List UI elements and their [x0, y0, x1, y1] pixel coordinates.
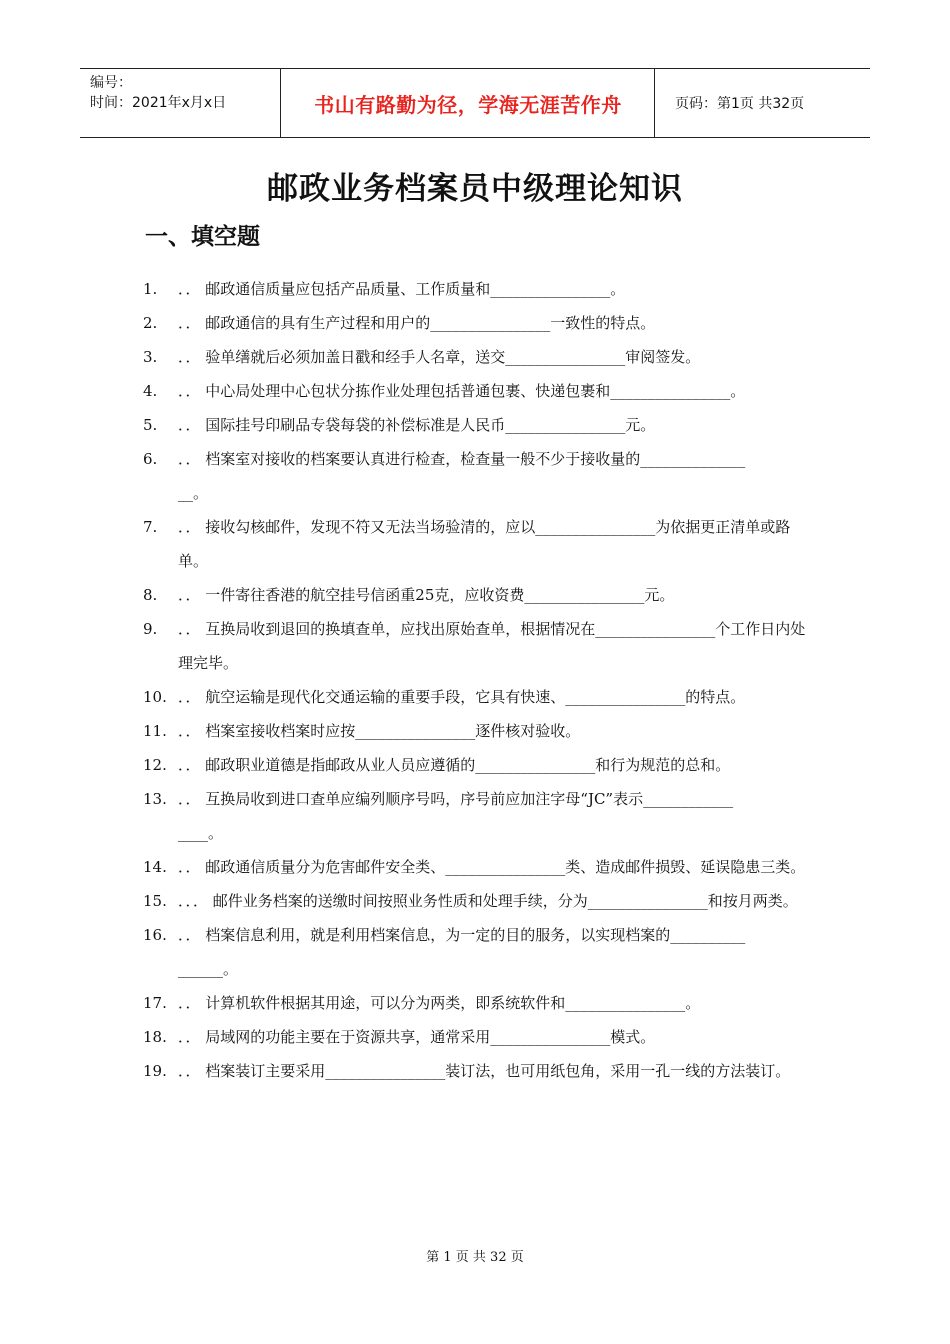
question-number: 15. [143, 892, 167, 910]
header-page-label [665, 69, 870, 137]
question-text: ．． 接收勾核邮件，发现不符又无法当场验清的，应以________________为依据更正清单或路单。 [178, 518, 791, 570]
question-text: ．． 邮政通信的具有生产过程和用户的________________一致性的特点。 [178, 314, 656, 332]
page-label: 页码：第1页 共32页 [675, 96, 805, 112]
question-item [143, 374, 808, 408]
question-text: ．． 邮政职业道德是指邮政从业人员应遵循的________________和行为规范的总和。 [178, 756, 731, 774]
question-item [143, 714, 808, 748]
question-item [143, 340, 808, 374]
header-divider [280, 69, 281, 137]
question-item [143, 918, 808, 986]
question-number: 13. [143, 790, 167, 808]
question-number: 1. [143, 280, 158, 298]
question-text: ．． 中心局处理中心包状分拣作业处理包括普通包裹、快递包裹和________________。 [178, 382, 746, 400]
question-number: 17. [143, 994, 167, 1012]
question-text: ．． 一件寄往香港的航空挂号信函重25克，应收资费________________元。 [178, 586, 675, 604]
question-number: 6. [143, 450, 158, 468]
page-header [80, 68, 870, 138]
question-text: ．． 档案室对接收的档案要认真进行检查，检查量一般不少于接收量的______________ __。 [178, 450, 746, 502]
question-item [143, 612, 808, 680]
question-text: ．． 互换局收到进口查单应编列顺序号吗，序号前应加注字母“JC”表示____________ ____。 [178, 790, 734, 842]
question-item [143, 578, 808, 612]
question-item [143, 986, 808, 1020]
header-divider [654, 69, 655, 137]
question-text: ．． 档案信息利用，就是利用档案信息，为一定的目的服务，以实现档案的__________ ______。 [178, 926, 746, 978]
question-number: 19. [143, 1062, 167, 1080]
question-number: 12. [143, 756, 167, 774]
question-item [143, 884, 808, 918]
question-number: 14. [143, 858, 167, 876]
question-list [143, 272, 808, 1088]
header-motto: 书山有路勤为径，学海无涯苦作舟 [314, 92, 622, 117]
question-number: 5. [143, 416, 158, 434]
question-number: 11. [143, 722, 167, 740]
question-number: 16. [143, 926, 167, 944]
question-number: 18. [143, 1028, 167, 1046]
question-text: ．． 航空运输是现代化交通运输的重要手段，它具有快速、________________的特点。 [178, 688, 746, 706]
question-item [143, 442, 808, 510]
question-item [143, 1020, 808, 1054]
question-text: ．．． 邮件业务档案的送缴时间按照业务性质和处理手续，分为________________和按月两类。 [178, 892, 798, 910]
question-text: ．． 国际挂号印刷品专袋每袋的补偿标准是人民币________________元。 [178, 416, 656, 434]
time-label: 时间：2021年x月x日 [90, 95, 227, 111]
question-item [143, 748, 808, 782]
question-text: ．． 邮政通信质量分为危害邮件安全类、________________类、造成邮件损毁、延误隐患三类。 [178, 858, 806, 876]
section-heading: 一、填空题 [145, 224, 260, 250]
question-text: ．． 计算机软件根据其用途，可以分为两类，即系统软件和________________。 [178, 994, 701, 1012]
question-item [143, 510, 808, 578]
page-footer: 第 1 页 共 32 页 [426, 1250, 524, 1265]
question-number: 3. [143, 348, 158, 366]
document-title: 邮政业务档案员中级理论知识 [267, 171, 683, 207]
question-text: ．． 档案装订主要采用________________装订法，也可用纸包角，采用一孔一线的方法装订。 [178, 1062, 791, 1080]
question-text: ．． 局域网的功能主要在于资源共享，通常采用________________模式。 [178, 1028, 656, 1046]
question-item [143, 306, 808, 340]
question-item [143, 850, 808, 884]
question-number: 10. [143, 688, 167, 706]
question-text: ．． 互换局收到退回的换填查单，应找出原始查单，根据情况在________________个工作日内处理完毕。 [178, 620, 806, 672]
question-number: 8. [143, 586, 158, 604]
question-number: 2. [143, 314, 158, 332]
question-text: ．． 邮政通信质量应包括产品质量、工作质量和________________。 [178, 280, 626, 298]
question-number: 4. [143, 382, 158, 400]
question-number: 9. [143, 620, 158, 638]
question-item [143, 782, 808, 850]
question-text: ．． 验单缮就后必须加盖日戳和经手人名章，送交________________审阅签发。 [178, 348, 701, 366]
question-item [143, 680, 808, 714]
code-label: 编号： [90, 75, 132, 91]
question-item [143, 408, 808, 442]
question-item [143, 1054, 808, 1088]
question-number: 7. [143, 518, 158, 536]
question-text: ．． 档案室接收档案时应按________________逐件核对验收。 [178, 722, 581, 740]
question-item [143, 272, 808, 306]
header-meta [80, 69, 280, 137]
